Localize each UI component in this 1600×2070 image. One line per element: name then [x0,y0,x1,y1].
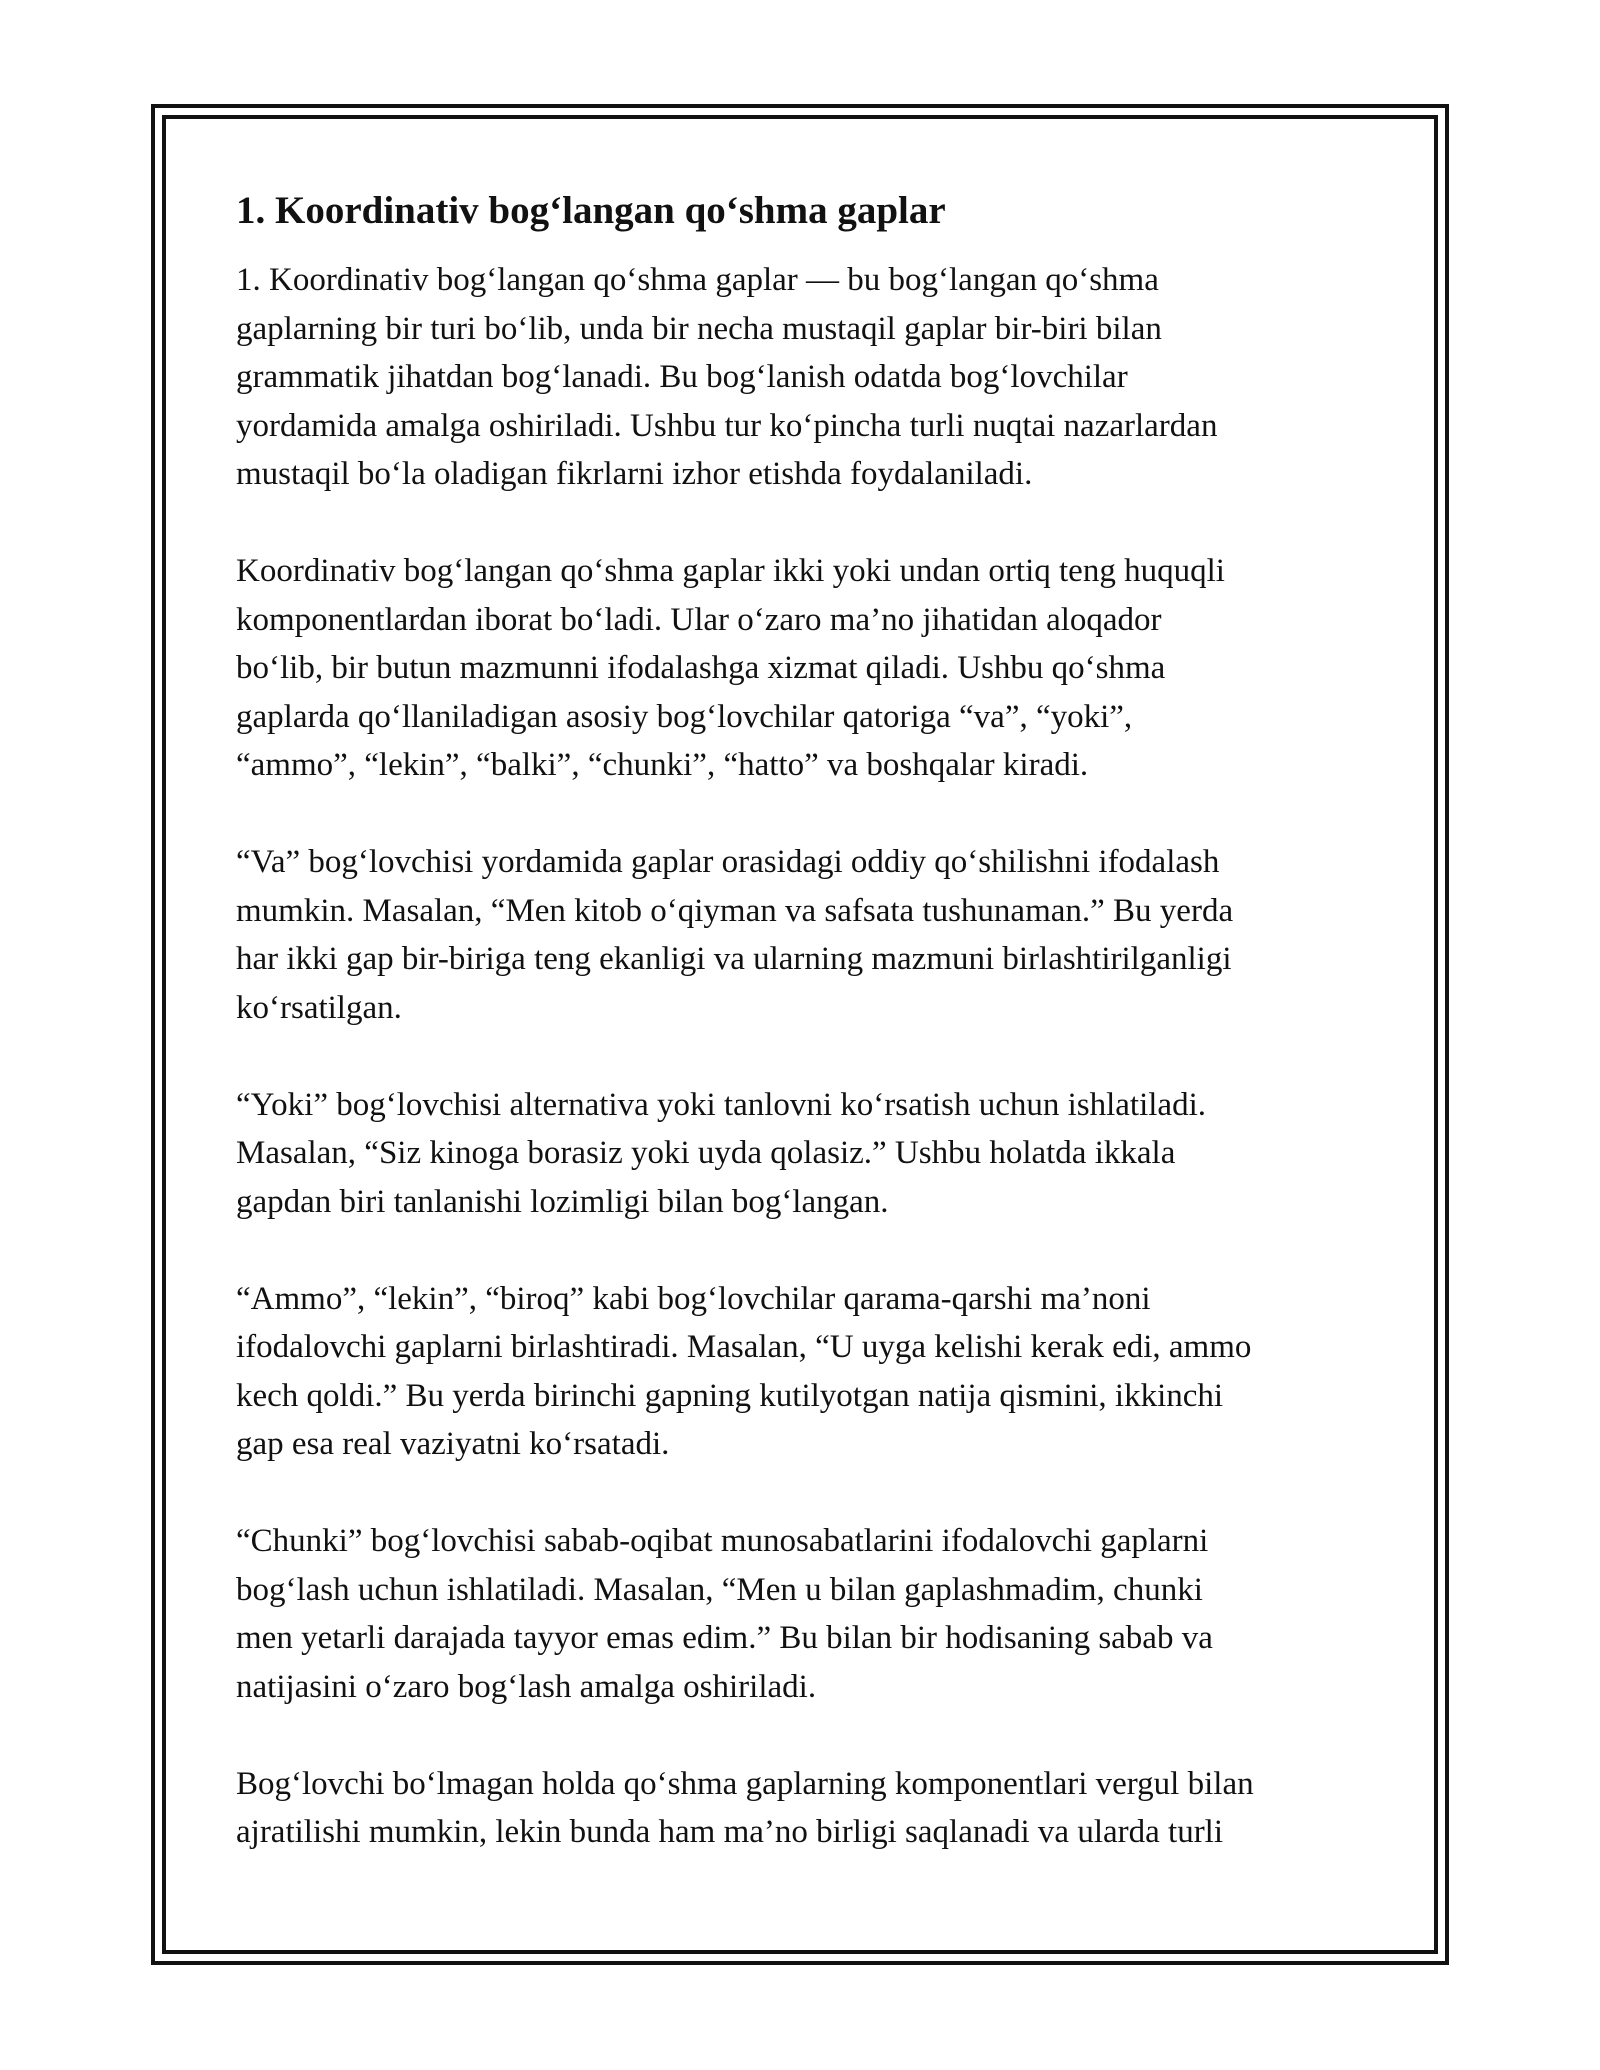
paragraph-5: “Ammo”, “lekin”, “biroq” kabi bog‘lovchilar qarama-qarshi ma’noni ifodalovchi gaplarni birlashtiradi. Masalan, “U uyga kelishi kerak edi, ammo kech qoldi.” Bu yerda birinchi gapning kutilyotgan natija qismini, ikkinchi gap esa real vaziyatni ko‘rsatadi. [236,1280,1252,1462]
section-heading: 1. Koordinativ bog‘langan qo‘shma gaplar [236,189,946,232]
paragraph-3: “Va” bog‘lovchisi yordamida gaplar orasidagi oddiy qo‘shilishni ifodalash mumkin. Masalan, “Men kitob o‘qiyman va safsata tushunaman.” Bu yerda har ikki gap bir-biriga teng ekanligi va ularning mazmuni birlashtirilganligi ko‘rsatilgan. [236,844,1234,1026]
paragraph-6: “Chunki” bog‘lovchisi sabab-oqibat munosabatlarini ifodalovchi gaplarni bog‘lash uchun ishlatiladi. Masalan, “Men u bilan gaplashmadim, chunki men yetarli darajada tayyor emas edim.” Bu bilan bir hodisaning sabab va natijasini o‘zaro bog‘lash amalga oshiriladi. [236,1523,1213,1705]
paragraph-4: “Yoki” bog‘lovchisi alternativa yoki tanlovni ko‘rsatish uchun ishlatiladi. Masalan, “Siz kinoga borasiz yoki uyda qolasiz.” Ushbu holatda ikkala gapdan biri tanlanishi lozimligi bilan bog‘langan. [236,1086,1206,1220]
paragraph-2: Koordinativ bog‘langan qo‘shma gaplar ikki yoki undan ortiq teng huquqli komponentlardan iborat bo‘ladi. Ular o‘zaro ma’no jihatidan aloqador bo‘lib, bir butun mazmunni ifodalashga xizmat qiladi. Ushbu qo‘shma gaplarda qo‘llaniladigan asosiy bog‘lovchilar qatoriga “va”, “yoki”, “ammo”, “lekin”, “balki”, “chunki”, “hatto” va boshqalar kiradi. [236,553,1225,783]
document-body [236,186,1376,1905]
paragraph-1: 1. Koordinativ bog‘langan qo‘shma gaplar — bu bog‘langan qo‘shma gaplarning bir turi bo‘lib, unda bir necha mustaqil gaplar bir-biri bilan grammatik jihatdan bog‘lanadi. Bu bog‘lanish odatda bog‘lovchilar yordamida amalga oshiriladi. Ushbu tur ko‘pincha turli nuqtai nazarlardan mustaqil bo‘la oladigan fikrlarni izhor etishda foydalaniladi. [236,262,1218,492]
paragraph-7: Bog‘lovchi bo‘lmagan holda qo‘shma gaplarning komponentlari vergul bilan ajratilishi mumkin, lekin bunda ham ma’no birligi saqlanadi va ularda turli [236,1765,1254,1850]
